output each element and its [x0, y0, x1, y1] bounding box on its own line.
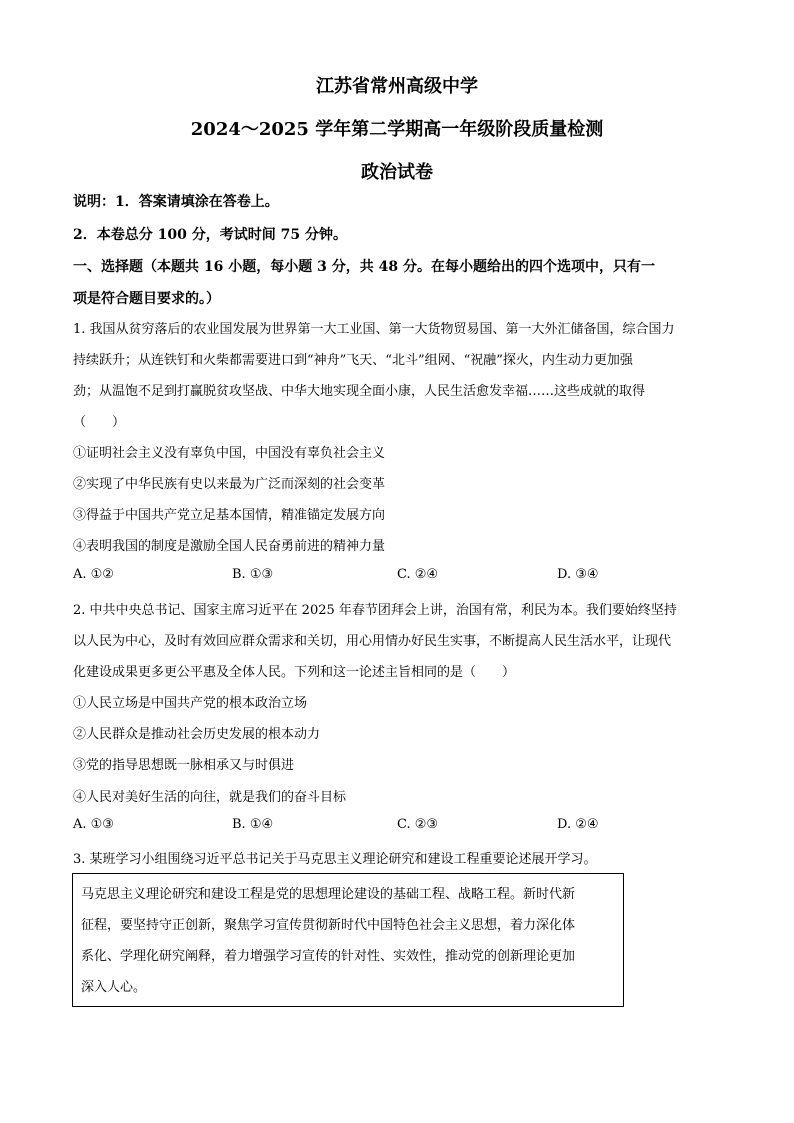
- q1-statement-1: ①证明社会主义没有辜负中国，中国没有辜负社会主义: [73, 446, 386, 461]
- note-2: 2．本卷总分 100 分，考试时间 75 分钟。: [73, 227, 347, 243]
- q2-stem-line: 2. 中共中央总书记、国家主席习近平在 2025 年春节团拜会上讲，治国有常，利民为本。我们要始终坚持: [73, 603, 677, 618]
- q2-statement-2: ②人民群众是推动社会历史发展的根本动力: [73, 727, 321, 742]
- school-title: 江苏省常州高级中学: [316, 76, 478, 97]
- q2-statement-3: ③党的指导思想既一脉相承又与时俱进: [73, 758, 295, 773]
- q2-option-c[interactable]: C. ②③: [397, 817, 439, 832]
- q2-option-b[interactable]: B. ①④: [232, 817, 274, 832]
- q1-stem-line: 1. 我国从贫穷落后的农业国发展为世界第一大工业国、第一大货物贸易国、第一大外汇储备国，综合国力: [73, 322, 675, 337]
- q1-statement-2: ②实现了中华民族有史以来最为广泛而深刻的社会变革: [73, 477, 386, 492]
- section-heading-line2: 项是符合题目要求的。）: [73, 291, 220, 307]
- q3-quote-box: [72, 873, 624, 1007]
- q1-option-c[interactable]: C. ②④: [397, 567, 439, 582]
- q3-box-line: 马克思主义理论研究和建设工程是党的思想理论建设的基础工程、战略工程。新时代新: [81, 887, 576, 902]
- q3-box-line: 系化、学理化研究阐释，着力增强学习宣传的针对性、实效性，推动党的创新理论更加: [81, 949, 576, 964]
- q1-answer-blank: （ ）: [73, 415, 126, 430]
- q2-stem-line: 以人民为中心，及时有效回应群众需求和关切，用心用情办好民生实事，不断提高人民生活水平，让现代: [73, 634, 672, 649]
- q2-option-a[interactable]: A. ①③: [73, 817, 114, 832]
- q1-stem-line: 劲；从温饱不足到打赢脱贫攻坚战、中华大地实现全面小康，人民生活愈发幸福……这些成就的取得: [73, 384, 646, 399]
- exam-title: 2024～2025 学年第二学期高一年级阶段质量检测: [190, 119, 604, 140]
- q1-option-d[interactable]: D. ③④: [557, 567, 599, 582]
- q1-stem-line: 持续跃升；从连铁钉和火柴都需要进口到“神舟”飞天、“北斗”组网、“祝融”探火，内生动力更加强: [73, 353, 633, 368]
- q2-statement-4: ④人民对美好生活的向往，就是我们的奋斗目标: [73, 790, 347, 805]
- q2-statement-1: ①人民立场是中国共产党的根本政治立场: [73, 696, 308, 711]
- q2-stem-line: 化建设成果更多更公平惠及全体人民。下列和这一论述主旨相同的是（ ）: [73, 665, 516, 680]
- section-heading-line1: 一、选择题（本题共 16 小题，每小题 3 分，共 48 分。在每小题给出的四个选项中，只有一: [73, 259, 655, 275]
- q1-option-a[interactable]: A. ①②: [73, 567, 114, 582]
- note-1: 说明：1．答案请填涂在答卷上。: [73, 194, 279, 210]
- q2-option-d[interactable]: D. ②④: [557, 817, 599, 832]
- q1-option-b[interactable]: B. ①③: [232, 567, 274, 582]
- q1-statement-4: ④表明我国的制度是激励全国人民奋勇前进的精神力量: [73, 539, 386, 554]
- q3-box-line: 深入人心。: [81, 980, 147, 995]
- q1-statement-3: ③得益于中国共产党立足基本国情，精准锚定发展方向: [73, 508, 386, 523]
- subject-title: 政治试卷: [361, 162, 433, 183]
- q3-stem: 3. 某班学习小组围绕习近平总书记关于马克思主义理论研究和建设工程重要论述展开学习。: [73, 852, 597, 867]
- q3-box-line: 征程，要坚持守正创新，聚焦学习宣传贯彻新时代中国特色社会主义思想，着力深化体: [81, 918, 576, 933]
